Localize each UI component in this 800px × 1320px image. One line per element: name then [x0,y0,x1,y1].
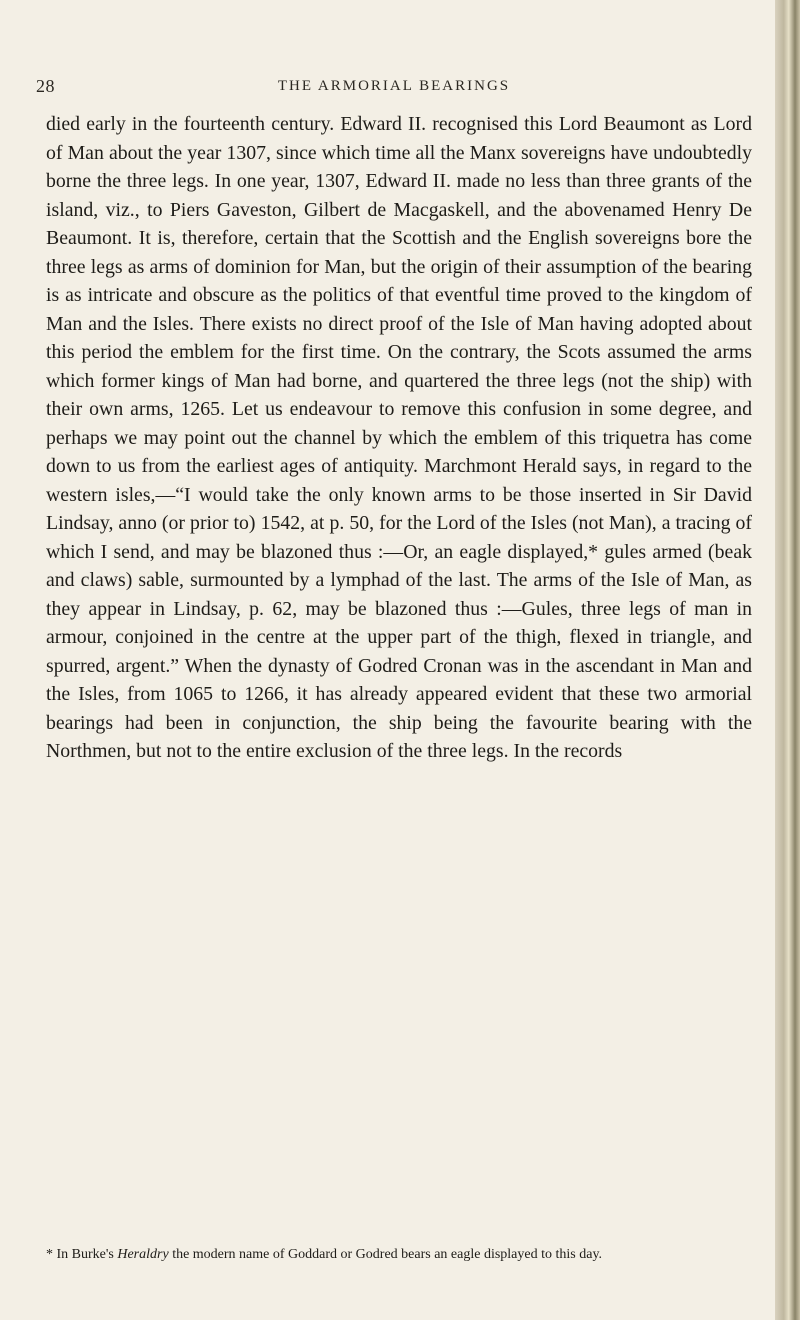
footnote-book-title: Heraldry [117,1247,169,1262]
running-title: THE ARMORIAL BEARINGS [277,78,511,94]
footnote [46,1244,752,1266]
page-binding-edge [775,0,800,1320]
footnote-text: the modern name of Goddard or Godred bears an eagle displayed to this day. [172,1247,603,1262]
main-text [46,110,752,766]
body-paragraph: died early in the fourteenth century. Edward II. recognised this Lord Beaumont as Lord of Man about the year 1307, since which time all the Manx sovereigns have undoubtedly borne the three legs. In one year, 1307, Edward II. made no less than three grants of the island, viz., to Piers Gaveston, Gilbert de Macgaskell, and the abovenamed Henry De Beaumont. It is, therefore, certain that the Scottish and the English sovereigns bore the three legs as arms of dominion for Man, but the origin of their assumption of the bearing is as intricate and obscure as the politics of that eventful time proved to the kingdom of Man and the Isles. There exists no direct proof of the Isle of Man having adopted about this period the emblem for the first time. On the contrary, the Scots assumed the arms which former kings of Man had borne, and quartered the three legs (not the ship) with their own arms, 1265. Let us endeavour to remove this confusion in some degree, and perhaps we may point out the channel by which the emblem of this triquetra has come down to us from the earliest ages of antiquity. Marchmont Herald says, in regard to the western isles,—“I would take the only known arms to be those inserted in Sir David Lindsay, anno (or prior to) 1542, at p. 50, for the Lord of the Isles (not Man), a tracing of which I send, and may be blazoned thus :—Or, an eagle displayed,* gules armed (beak and claws) sable, surmounted by a lymphad of the last. The arms of the Isle of Man, as they appear in Lindsay, p. 62, may be blazoned thus :—Gules, three legs of man in armour, conjoined in the centre at the upper part of the thigh, flexed in triangle, and spurred, argent.” When the dynasty of Godred Cronan was in the ascendant in Man and the Isles, from 1065 to 1266, it has already appeared evident that these two armorial bearings had been in conjunction, the ship being the favourite bearing with the Northmen, but not to the entire exclusion of the three legs. In the records [46,113,752,762]
page-number: 28 [36,76,55,96]
running-head [36,76,752,102]
footnote-marker: * In Burke's [46,1247,114,1262]
